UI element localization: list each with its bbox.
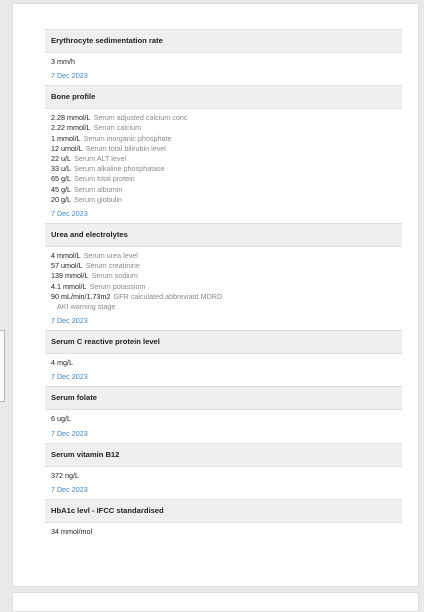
- result-value: 6 ug/L: [51, 414, 71, 424]
- results-card: [12, 3, 419, 587]
- result-row: [51, 282, 402, 292]
- result-row: [51, 292, 402, 302]
- result-row: [51, 527, 402, 537]
- result-label: Serum inorganic phosphate: [83, 133, 172, 143]
- results-list: [45, 29, 402, 541]
- result-section-vitamin-b12: [45, 443, 402, 499]
- result-section-urea-electrolytes: [45, 223, 402, 330]
- result-date-link[interactable]: 7 Dec 2023: [51, 71, 88, 81]
- result-value: 22 u/L: [51, 154, 71, 164]
- result-section-esr: [45, 29, 402, 85]
- result-label: Serum ALT level: [73, 154, 127, 164]
- section-title: Bone profile: [45, 85, 402, 109]
- result-label: Serum potassium: [89, 281, 146, 291]
- result-label: Serum creatinine: [85, 261, 140, 271]
- result-row: [51, 174, 402, 184]
- result-label: Serum sodium: [91, 271, 138, 281]
- result-row: [51, 271, 402, 281]
- result-value: 2.22 mmol/L: [51, 123, 91, 133]
- result-value: 1 mmol/L: [51, 133, 81, 143]
- result-row: [51, 113, 402, 123]
- result-note: AKI warning stage: [57, 302, 116, 312]
- section-title: Serum vitamin B12: [45, 443, 402, 467]
- result-row: [51, 251, 402, 261]
- result-value: 65 g/L: [51, 174, 71, 184]
- section-title: Erythrocyte sedimentation rate: [45, 29, 402, 53]
- result-label: Serum albumin: [73, 184, 123, 194]
- result-value: 4 mmol/L: [51, 251, 81, 261]
- section-title: Serum folate: [45, 386, 402, 410]
- result-value: 372 ng/L: [51, 470, 79, 480]
- result-date-link[interactable]: 7 Dec 2023: [51, 484, 88, 494]
- result-label: Serum calcium: [93, 123, 142, 133]
- result-row: [51, 134, 402, 144]
- result-section-bone-profile: [45, 85, 402, 223]
- result-row: [51, 164, 402, 174]
- result-section-folate: [45, 386, 402, 442]
- result-value: 3 mm/h: [51, 57, 75, 66]
- result-row: [51, 57, 402, 67]
- result-section-crp: [45, 330, 402, 386]
- result-row: [51, 123, 402, 133]
- result-value: 4.1 mmol/L: [51, 281, 87, 291]
- result-date-link[interactable]: 7 Dec 2023: [51, 372, 88, 382]
- section-title: HbA1c levl - IFCC standardised: [45, 499, 402, 523]
- result-row: [51, 195, 402, 205]
- result-value: 12 umol/L: [51, 143, 83, 153]
- result-row: [51, 414, 402, 424]
- result-section-hba1c: [45, 499, 402, 541]
- result-value: 45 g/L: [51, 184, 71, 194]
- next-card: [12, 592, 419, 612]
- result-row: [51, 154, 402, 164]
- result-row: [51, 185, 402, 195]
- result-label: Serum total bilirubin level: [85, 143, 166, 153]
- result-value: 139 mmol/L: [51, 271, 89, 281]
- side-panel-edge[interactable]: [0, 330, 5, 402]
- result-label: GFR calculated abbreviatd MDRD: [113, 291, 223, 301]
- section-title: Urea and electrolytes: [45, 223, 402, 247]
- result-date-link[interactable]: 7 Dec 2023: [51, 316, 88, 326]
- result-label: Serum alkaline phosphatase: [73, 164, 165, 174]
- result-date-link[interactable]: 7 Dec 2023: [51, 428, 88, 438]
- result-date-link[interactable]: 7 Dec 2023: [51, 209, 88, 219]
- result-value: 57 umol/L: [51, 261, 83, 271]
- result-value: 34 mmol/mol: [51, 526, 93, 536]
- result-label: Serum globulin: [73, 194, 122, 204]
- result-row: [51, 358, 402, 368]
- result-row: [51, 144, 402, 154]
- result-value: 2.28 mmol/L: [51, 113, 91, 123]
- result-label: Serum adjusted calcium conc: [93, 113, 188, 123]
- result-value: 4 mg/L: [51, 358, 73, 368]
- result-row: [51, 261, 402, 271]
- section-title: Serum C reactive protein level: [45, 330, 402, 354]
- result-value: 90 mL/min/1.73m2: [51, 291, 111, 301]
- result-value: 20 g/L: [51, 194, 71, 204]
- result-label: Serum urea level: [83, 251, 138, 261]
- result-value: 33 u/L: [51, 164, 71, 174]
- result-row: [51, 471, 402, 481]
- result-label: Serum total protein: [73, 174, 135, 184]
